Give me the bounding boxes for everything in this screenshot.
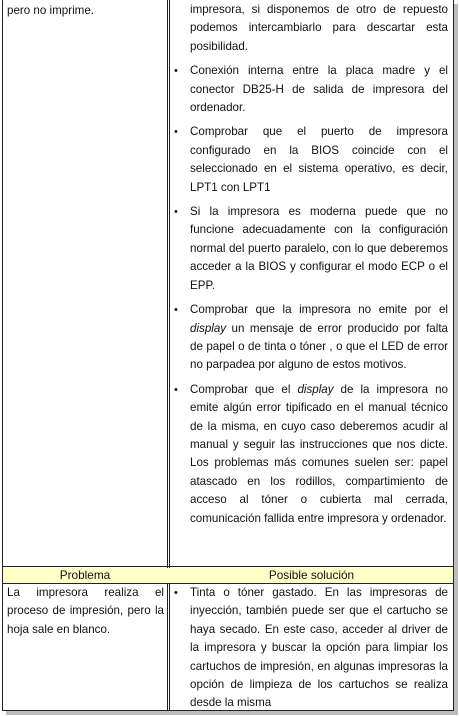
- solution-text-emphasis: display: [297, 382, 334, 396]
- solution-list-bottom: [170, 584, 448, 713]
- solution-item: [170, 1, 448, 56]
- row-divider: [2, 566, 454, 567]
- solution-item: [170, 584, 448, 713]
- solution-text: Si la impresora es moderna puede que no funcione adecuadamente con la configuración normal del puerto paralelo, con lo que deberemos acceder a la BIOS y configurar el modo ECP o el EPP.: [190, 205, 448, 292]
- solution-text: [190, 303, 448, 371]
- solution-item: [170, 203, 448, 295]
- solution-text-part: un mensaje de error producido por falta de papel o de tinta o tóner , o que el LED de error no parpadea por alguno de estos motivos.: [190, 321, 448, 372]
- solution-text-part: de la impresora no emite algún error tipificado en el manual técnico de la misma, en cuyo caso deberemos acudir al manual y seguir las instrucciones que nos dicte. Los problemas más comunes suelen ser: papel atascado en los rodillos, compartimiento de acceso al tóner o cubierta mal cerrada, comunicación fallida entre impresora y ordenador.: [190, 382, 448, 525]
- solution-text-emphasis: display: [190, 321, 227, 335]
- bullet-icon: •: [174, 587, 178, 599]
- solution-item: [170, 62, 448, 117]
- bullet-icon: •: [174, 383, 178, 396]
- solution-list-top: [170, 1, 448, 534]
- bullet-icon: •: [174, 206, 178, 219]
- solution-text: [190, 383, 448, 525]
- bullet-icon: •: [174, 65, 178, 78]
- page-shadow-right: [454, 4, 458, 713]
- bullet-icon: •: [174, 304, 178, 317]
- solution-text-part: Comprobar que la impresora no emite por el: [190, 303, 448, 317]
- problem-cell-top: pero no imprime.: [7, 4, 94, 17]
- solution-text: Comprobar que el puerto de impresora configurado en la BIOS coincide con el seleccionado en el sistema operativo, es decir, LPT1 con LPT1: [190, 125, 448, 194]
- solution-item: [170, 301, 448, 375]
- problem-cell-bottom: La impresora realiza el proceso de impresión, pero la hoja sale en blanco.: [7, 586, 164, 636]
- header-solution: Posible solución: [268, 568, 355, 582]
- solution-text: impresora, si disponemos de otro de repuesto podemos intercambiarlo para descartar esta posibilidad.: [190, 3, 448, 53]
- solution-item: [170, 123, 448, 197]
- column-divider: [167, 0, 168, 711]
- solution-item: [170, 381, 448, 528]
- bullet-icon: •: [174, 126, 178, 139]
- header-problem: Problema: [59, 568, 111, 582]
- solution-text-part: Comprobar que el: [190, 382, 298, 396]
- solution-text: Conexión interna entre la placa madre y el conector DB25-H de salida de impresora del ordenador.: [190, 64, 448, 115]
- solution-text: Tinta o tóner gastado. En las impresoras de inyección, también puede ser que el cartucho se haya secado. En este caso, acceder al driver de la impresora y buscar la opción para limpiar los cartuchos de impresión, en algunas impresoras la opción de limpieza de los cartuchos se realiza desde la misma: [190, 586, 448, 710]
